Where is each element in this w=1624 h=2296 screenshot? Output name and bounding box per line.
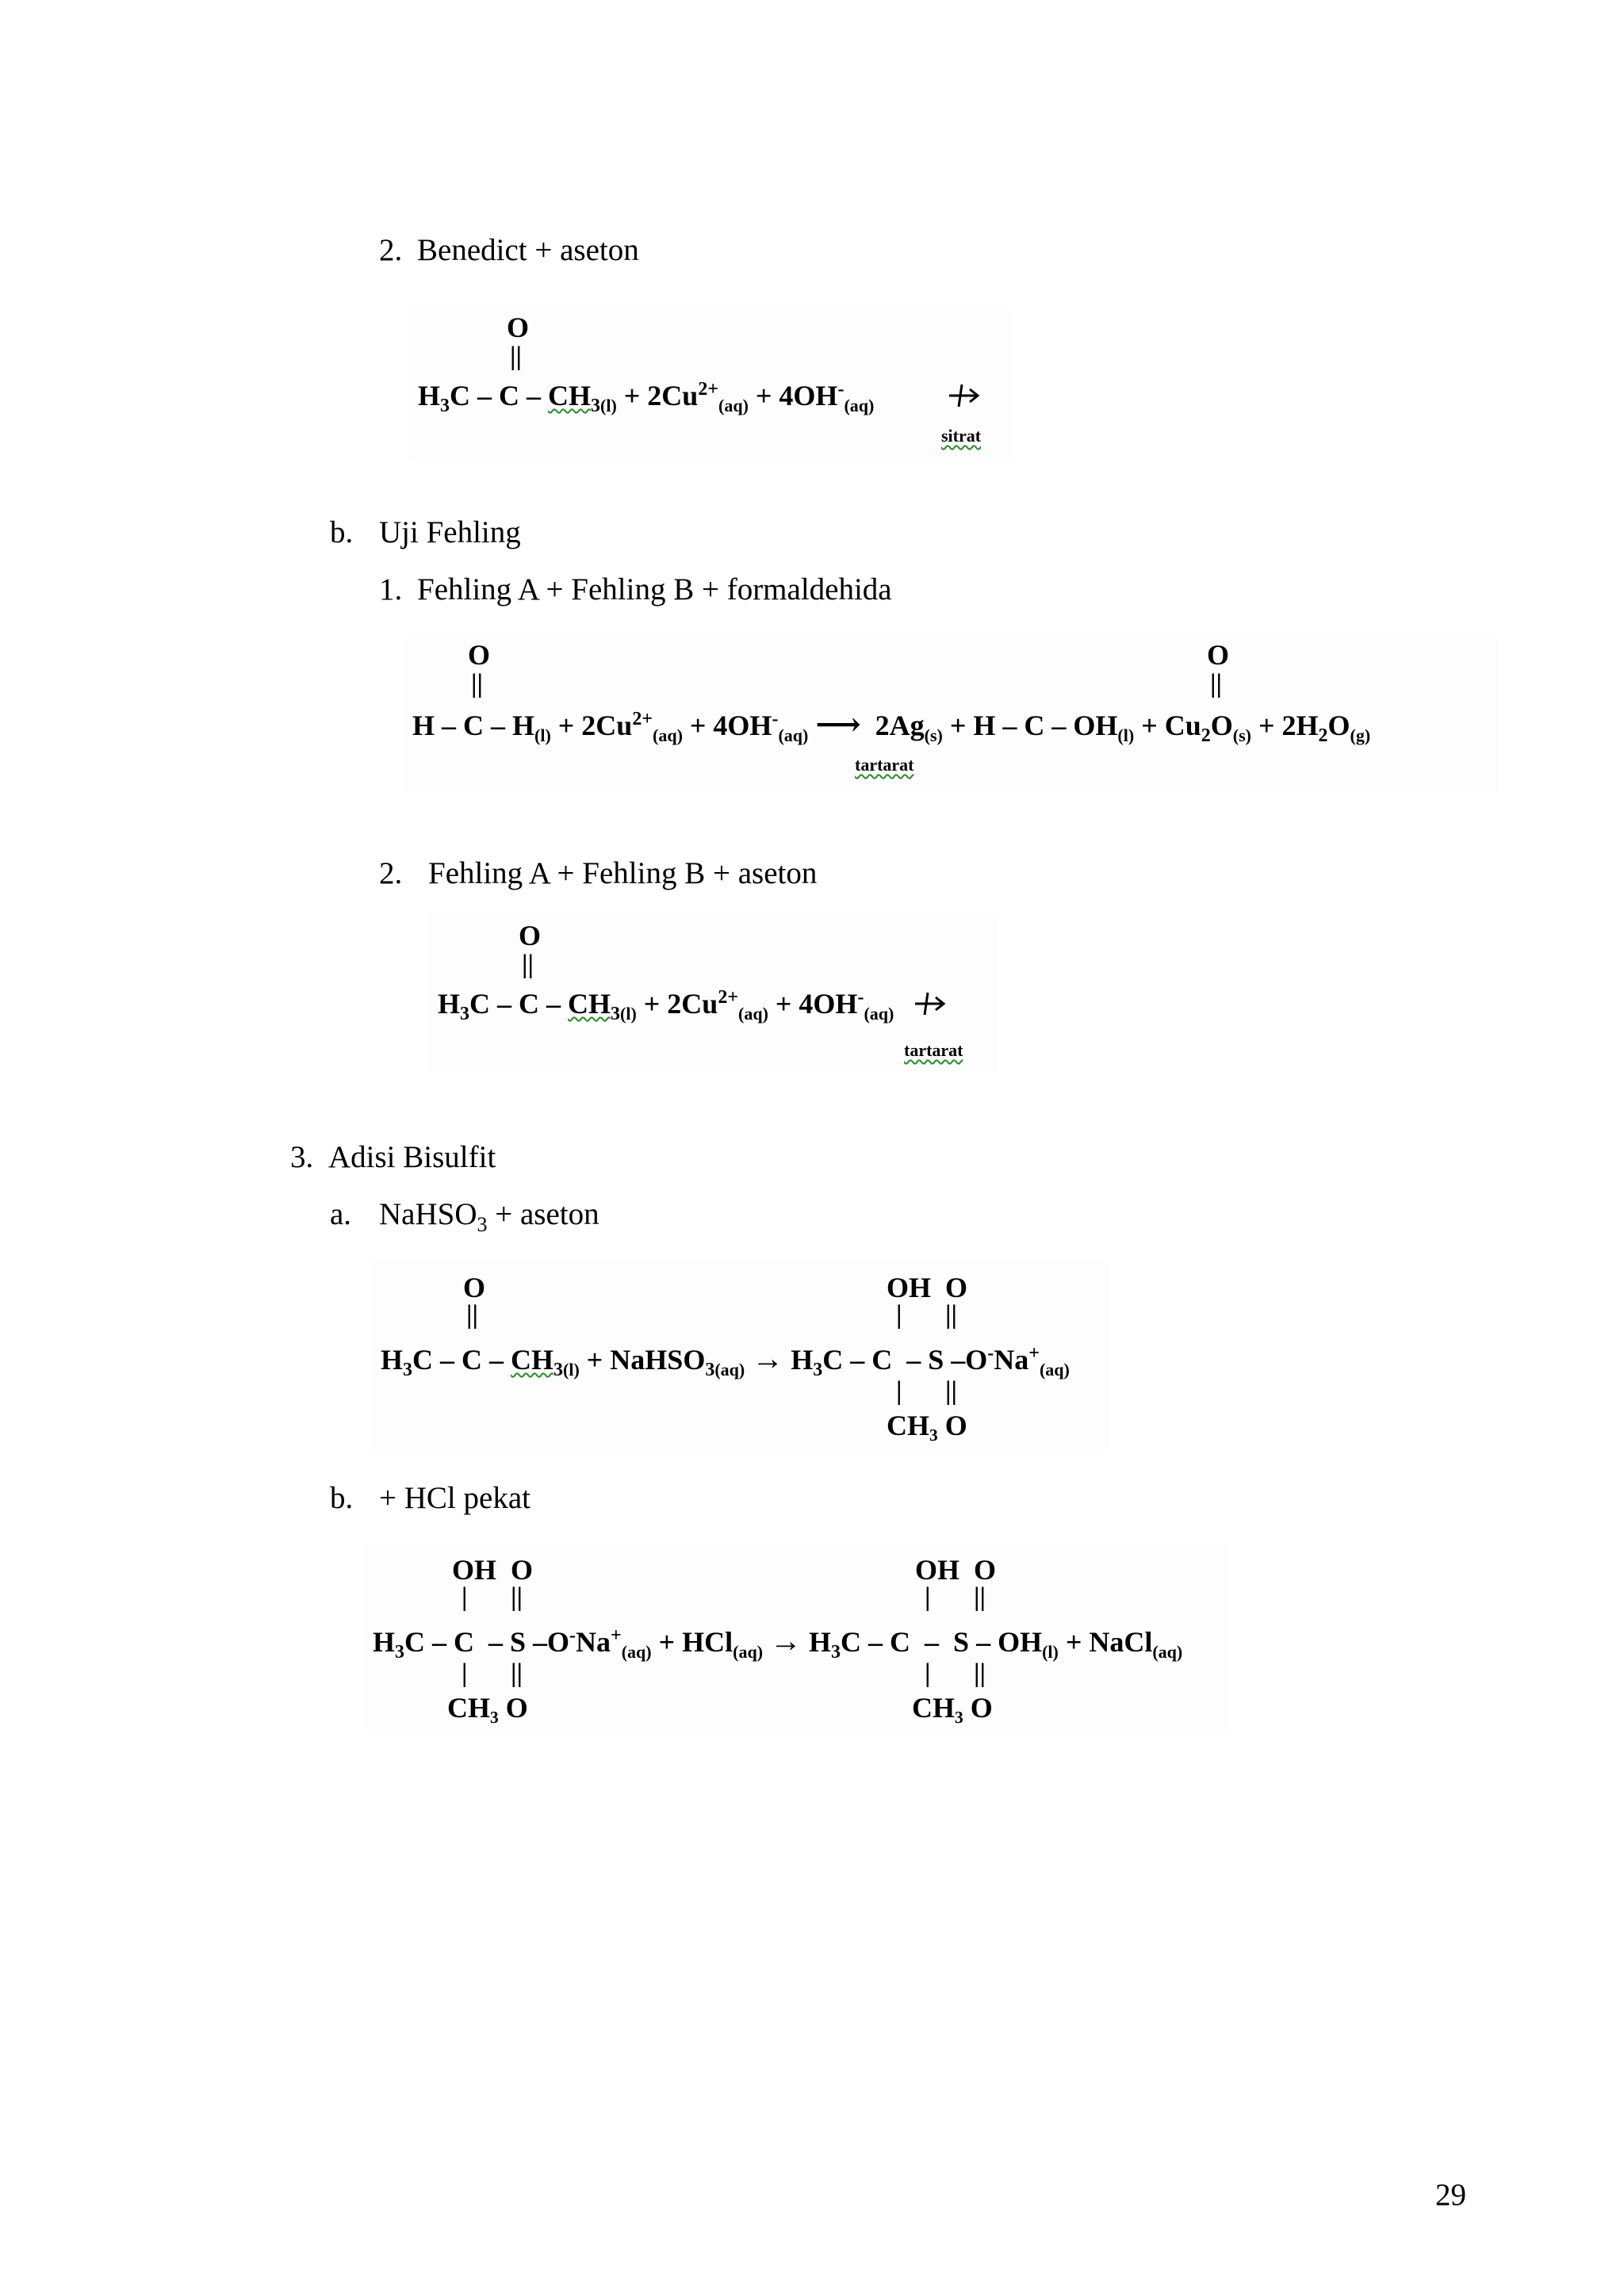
product-bottom-groups: CH₃ O [887, 1410, 967, 1441]
double-bond-top: || [945, 1300, 957, 1330]
carbonyl-oxygen: O [519, 920, 542, 951]
item-label: + HCl pekat [379, 1481, 530, 1515]
benedict-aseton-heading [379, 235, 639, 266]
fehling-formaldehida-equation [404, 634, 1499, 793]
no-reaction-arrow-icon [914, 989, 947, 1018]
product-top-groups: OH O [915, 1554, 997, 1586]
single-bond-bottom-right: | [925, 1659, 931, 1688]
double-bond: || [522, 950, 534, 979]
equation-text: $H - C - H_{(l)} + 2Cu^{2+}_{(aq)} + 4OH^-_{(aq)}$ ⟶ $2Ag_{(s)} + H - C - OH_{(l)} + Cu_2O_{(s)} + 2H_2O_{(g)}$ [412, 706, 1371, 747]
item-label: Uji Fehling [379, 515, 521, 549]
item-label: Fehling A + Fehling B + aseton [428, 856, 818, 890]
double-bond-top-left: || [511, 1582, 523, 1612]
equation-text: $H_3C - C - CH_{3(l)} + 2Cu^{2+}_{(aq)} + 4OH^-_{(aq)}$ [418, 379, 875, 417]
bisulfit-aseton-heading [330, 1199, 599, 1235]
item-letter: a. [330, 1197, 352, 1231]
benedict-aseton-equation [408, 305, 1011, 460]
double-bond: || [510, 342, 522, 371]
reactant-top-groups: OH O [452, 1554, 534, 1586]
single-bond-top-left: | [462, 1582, 468, 1612]
item-number: 2. [379, 856, 403, 890]
single-bond-bottom-left: | [462, 1659, 468, 1688]
product-bottom-groups: CH₃ O [912, 1692, 993, 1724]
item-label-post: + aseton [487, 1197, 599, 1231]
carbonyl-oxygen: O [507, 312, 530, 343]
bisulfit-aseton-equation [373, 1261, 1110, 1451]
item-number: 2. [379, 233, 403, 267]
carbonyl-oxygen-left: O [468, 639, 491, 671]
catalyst-label: sitrat [941, 426, 982, 446]
no-reaction-arrow-icon [948, 381, 981, 410]
product-top-groups: OH O [887, 1272, 968, 1303]
double-bond-left: || [471, 669, 483, 698]
item-label: Adisi Bisulfit [328, 1140, 496, 1174]
reactant-bottom-groups: CH₃ O [447, 1692, 528, 1724]
item-label: Fehling A + Fehling B + formaldehida [417, 572, 892, 607]
equation-text: $H_3C$ – C – $CH_{3(l)}$ + NaHSO$_{3(aq)}$ → $H_3C$ – C – S $-O^-Na^+_{(aq)}$ [381, 1341, 1070, 1381]
equation-text: $H_3C$ – C – S $-O^-Na^+_{(aq)} + HCl_{(aq)} \to H_3C - C - S - OH_{(l)}$ + NaCl$_{(aq)}$ [373, 1623, 1183, 1663]
hcl-pekat-equation [365, 1544, 1229, 1735]
double-bond-right: || [1210, 669, 1222, 698]
double-bond-bottom-left: || [511, 1659, 523, 1688]
fehling-aseton-heading [379, 858, 817, 889]
item-number: 3. [290, 1140, 314, 1174]
carbonyl-oxygen: O [463, 1272, 486, 1303]
item-letter: b. [330, 1481, 354, 1515]
adisi-bisulfit-heading [290, 1142, 496, 1173]
single-bond-top: | [896, 1300, 902, 1330]
double-bond-top-right: || [974, 1582, 986, 1612]
equation-text: $H_3C - C - CH_{3(l)} + 2Cu^{2+}_{(aq)} + 4OH^-_{(aq)}$ [438, 987, 894, 1025]
item-label: Benedict + aseton [417, 233, 639, 267]
carbonyl-oxygen-right: O [1207, 639, 1230, 671]
double-bond-bottom-right: || [974, 1659, 986, 1688]
item-label-sub: 3 [477, 1212, 488, 1236]
catalyst-label: tartarat [855, 755, 914, 775]
single-bond-bottom: | [896, 1376, 902, 1406]
page-number: 29 [1435, 2178, 1466, 2212]
fehling-aseton-equation [428, 913, 999, 1072]
catalyst-label: tartarat [904, 1040, 963, 1060]
double-bond-bottom: || [945, 1376, 957, 1406]
item-letter: b. [330, 515, 354, 549]
double-bond: || [466, 1300, 478, 1330]
item-label-pre: NaHSO [379, 1197, 477, 1231]
uji-fehling-heading [330, 517, 521, 548]
hcl-pekat-heading [330, 1483, 530, 1513]
item-number: 1. [379, 572, 403, 607]
single-bond-top-right: | [925, 1582, 931, 1612]
fehling-formaldehida-heading [379, 574, 892, 605]
